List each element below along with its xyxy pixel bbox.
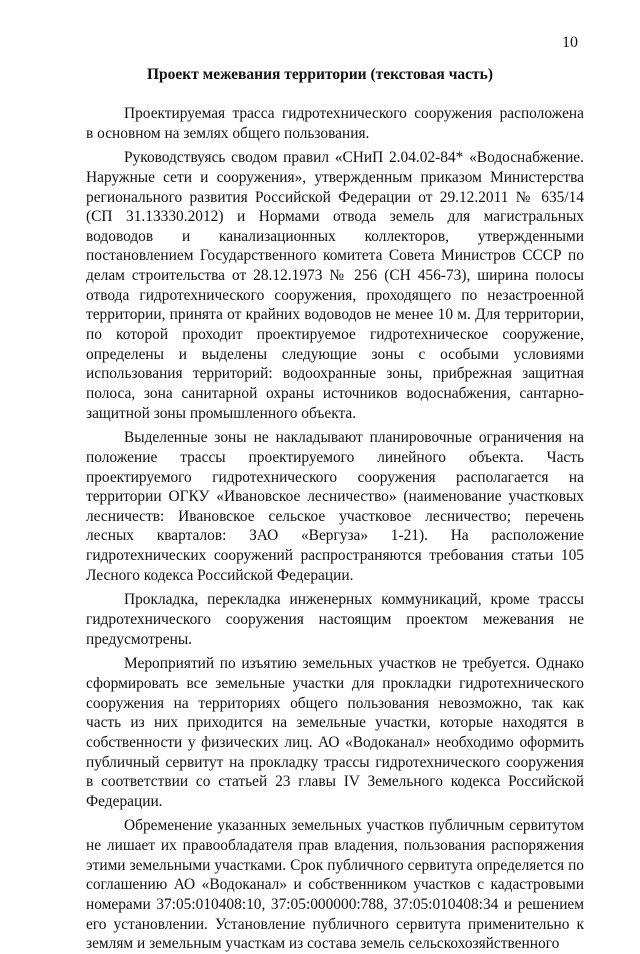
text-line: в основном на землях общего пользования. <box>86 124 370 142</box>
text-line: сооружения на территориях общего пользования невозможно, так как <box>86 694 584 712</box>
text-line: полоса, зона санитарной охраны источников водоснабжения, сантарно- <box>86 384 584 402</box>
text-line: территории, принята от крайних водоводов не менее 10 м. Для территории, <box>86 306 584 324</box>
text-line: постановлением Государственного комитета Совета Министров СССР по <box>86 247 584 265</box>
text-line: этими земельными участками. Срок публичного сервитута определяется по <box>86 856 584 874</box>
text-line: Проектируемая трасса гидротехнического сооружения расположена <box>124 105 584 122</box>
text-line: не лишает их правообладателя прав владения, пользования распоряжения <box>86 837 584 855</box>
text-line: (СП 31.13330.2012) и Нормами отвода земель для магистральных <box>86 208 584 226</box>
text-line: часть из них приходится на земельные участки, которые находятся в <box>86 714 584 732</box>
paragraph <box>86 104 584 143</box>
text-line: Мероприятий по изъятию земельных участков не требуется. Однако <box>124 655 584 673</box>
paragraph <box>86 590 584 649</box>
text-line: по которой проходит проектируемое гидротехническое сооружение, <box>86 326 584 344</box>
text-line: сформировать все земельные участки для прокладки гидротехнического <box>86 674 584 692</box>
text-line: территории ОГКУ «Ивановское лесничество» (наименование участковых <box>86 488 584 506</box>
text-line: использования территорий: водоохранные зоны, прибрежная защитная <box>86 365 584 383</box>
text-line: определены и выделены следующие зоны с особыми условиями <box>86 345 584 363</box>
document-title: Проект межевания территории (текстовая часть) <box>146 66 494 83</box>
text-line: землям и земельным участкам из состава земель сельскохозяйственного <box>86 935 560 953</box>
text-line: делам строительства от 28.12.1973 № 256 (СН 456-73), ширина полосы <box>86 267 584 285</box>
text-line: Обременение указанных земельных участков публичным сервитутом <box>124 817 584 835</box>
paragraph <box>86 148 584 423</box>
text-line: в соответствии со статьей 23 главы IV Земельного кодекса Российской <box>86 773 584 791</box>
text-line: его установлении. Установление публичного сервитута применительно к <box>86 915 584 933</box>
text-line: гидротехнических сооружений распространяются требования статьи 105 <box>86 547 584 565</box>
text-line: собственности у физических лиц. АО «Водоканал» необходимо оформить <box>86 733 584 751</box>
text-line: проектируемого гидротехнического сооружения располагается на <box>86 468 584 486</box>
text-line: Федерации. <box>86 792 163 810</box>
paragraph <box>86 816 584 953</box>
text-line: отвода гидротехнического сооружения, проходящего по незастроенной <box>86 286 584 304</box>
text-line: защитной зоны промышленного объекта. <box>86 404 357 422</box>
text-line: гидротехнического сооружения настоящим проектом межевания не <box>86 611 584 629</box>
text-line: лесных кварталов: ЗАО «Вергуза» 1-21). На расположение <box>86 527 584 545</box>
paragraph <box>86 654 584 811</box>
text-line: Прокладка, перекладка инженерных коммуникаций, кроме трассы <box>124 591 584 609</box>
text-line: регионального развития Российской Федерации от 29.12.2011 № 635/14 <box>86 188 584 206</box>
document-body <box>86 104 584 954</box>
text-line: Лесного кодекса Российской Федерации. <box>86 566 354 584</box>
paragraph <box>86 428 584 585</box>
text-line: соглашению АО «Водоканал» и собственником участков с кадастровыми <box>86 876 584 894</box>
text-line: водоводов и канализационных коллекторов, утвержденными <box>86 227 584 245</box>
text-line: Руководствуясь сводом правил «СНиП 2.04.02-84* «Водоснабжение. <box>124 149 584 167</box>
text-line: Выделенные зоны не накладывают планировочные ограничения на <box>124 429 584 447</box>
text-line: предусмотрены. <box>86 630 193 648</box>
text-line: положение трассы проектируемого линейного объекта. Часть <box>86 448 584 466</box>
text-line: публичный сервитут на прокладку трассы гидротехнического сооружения <box>86 753 584 771</box>
text-line: лесничеств: Ивановское сельское участковое лесничество; перечень <box>86 507 584 525</box>
page-number: 10 <box>562 34 578 51</box>
text-line: номерами 37:05:010408:10, 37:05:000000:788, 37:05:010408:34 и решением <box>86 895 584 913</box>
text-line: Наружные сети и сооружения», утвержденным приказом Министерства <box>86 168 584 186</box>
